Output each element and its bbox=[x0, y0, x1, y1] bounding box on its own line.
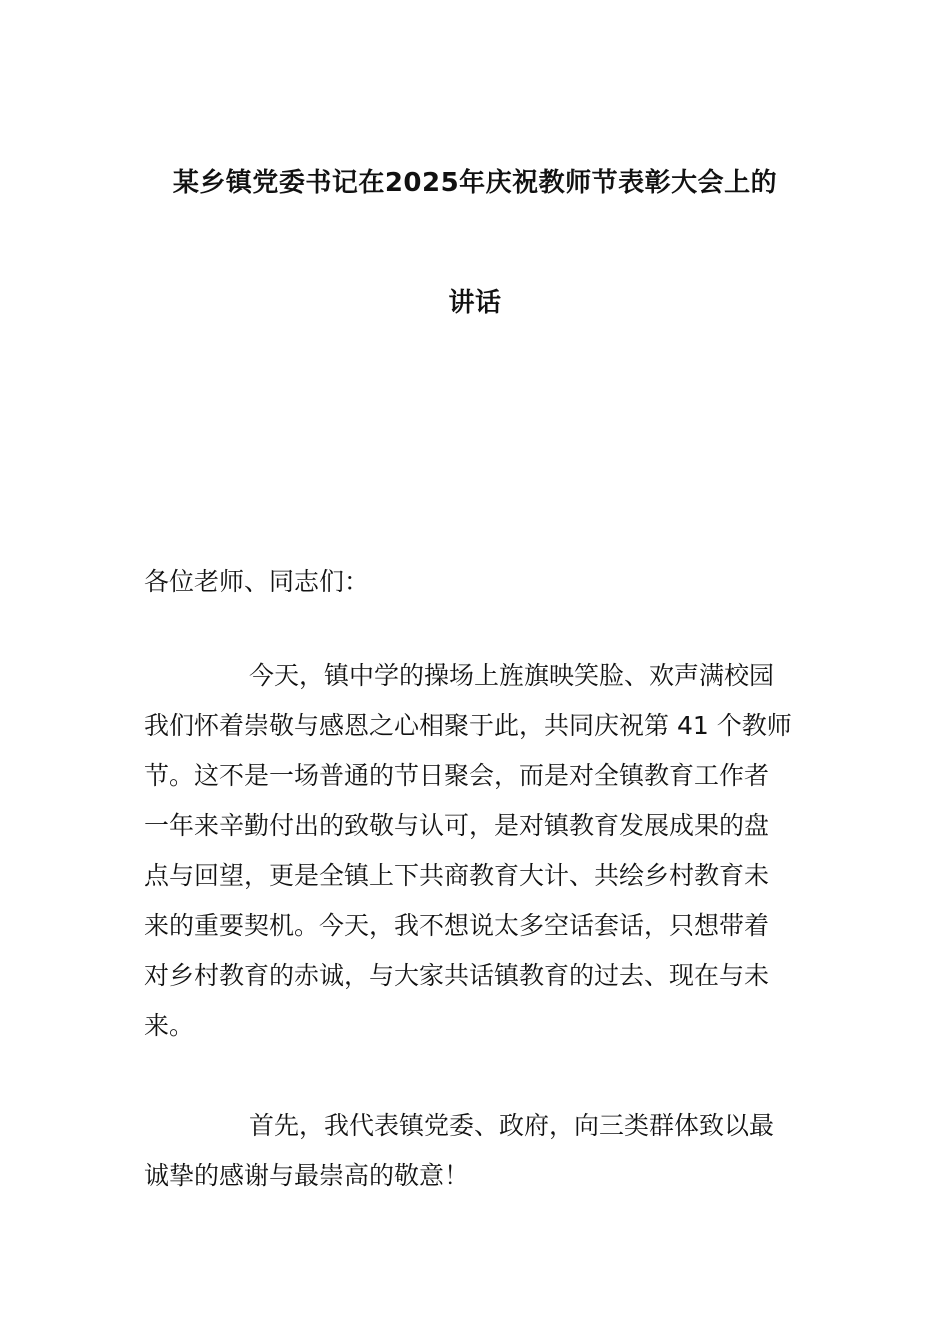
paragraph-line: 来。 bbox=[144, 1011, 195, 1040]
paragraph-line: 诚挚的感谢与最崇高的敬意！ bbox=[144, 1161, 470, 1190]
salutation: 各位老师、同志们： bbox=[144, 567, 370, 596]
paragraph-line: 点与回望，更是全镇上下共商教育大计、共绘乡村教育未 bbox=[144, 861, 770, 890]
document-title-line-2: 讲话 bbox=[448, 288, 502, 318]
paragraph-line: 一年来辛勤付出的致敬与认可，是对镇教育发展成果的盘 bbox=[144, 811, 770, 840]
paragraph-line: 来的重要契机。今天，我不想说太多空话套话，只想带着 bbox=[144, 911, 770, 940]
paragraph-line: 节。这不是一场普通的节日聚会，而是对全镇教育工作者 bbox=[144, 761, 770, 790]
paragraph-thanks bbox=[144, 1110, 808, 1210]
paragraph-opening bbox=[144, 660, 808, 1060]
paragraph-line: 首先，我代表镇党委、政府，向三类群体致以最 bbox=[249, 1111, 775, 1140]
paragraph-line: 我们怀着崇敬与感恩之心相聚于此，共同庆祝第 41 个教师 bbox=[144, 711, 792, 740]
paragraph-line: 今天，镇中学的操场上旌旗映笑脸、欢声满校园 bbox=[249, 661, 775, 690]
document-title-line-1: 某乡镇党委书记在2025年庆祝教师节表彰大会上的 bbox=[172, 168, 778, 198]
paragraph-line: 对乡村教育的赤诚，与大家共话镇教育的过去、现在与未 bbox=[144, 961, 770, 990]
